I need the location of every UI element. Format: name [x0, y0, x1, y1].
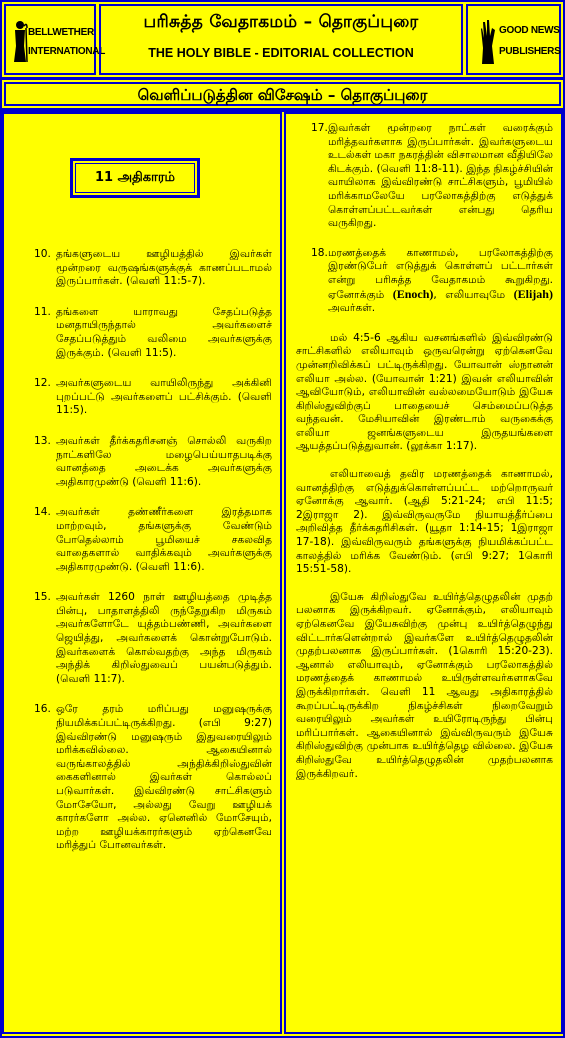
subheader: [0, 78, 565, 110]
verse-item: [28, 703, 272, 853]
verse-number: 13.: [34, 434, 51, 447]
right-column: [284, 112, 563, 1034]
verse-text: தங்களுடைய ஊழியத்தில் இவர்கள் மூன்றரை வருஷங்களுக்குக் காணப்படாமல் இருப்பார்கள். (வெளி 11:5-7).: [56, 248, 272, 288]
verse-number: 11.: [34, 305, 51, 318]
verse-item: [28, 306, 272, 360]
paragraph: இயேசு கிறிஸ்துவே உயிர்த்தெழுதலின் முதற் பலனாக இருக்கிறவர். ஏனோக்கும், எலியாவும் ஏற்கெனவே இயேசுவிற்கு முன்பு உயிர்த்தெழுந்து விட்டார்களென்றால் இவர்களே உயிர்த்தெழுதலின் முதற்பலனாக இருப்பார்கள். (1கொரி 15:20-23). ஆனால் எலியாவும், ஏனோக்கும் பரலோகத்தில் மரணத்தைக் காணாமல் உயிருள்ளவர்களாகவே இருக்கிறார்கள். வெளி 11 ஆவது அதிகாரத்தில் கூறப்பட்டிருக்கிற நிகழ்ச்சிகள் நிறைவேறும் வரையிலும் அவர்கள் உயிரோடிருந்து பின்பு மரிப்பார்கள். ஆகையினால் இவ்விருவரும் இயேசு கிறிஸ்துவிற்கு முன்பாக உயிர்த்தெழ வில்லை. இயேசு கிறிஸ்துவே உயிர்த்தெழுதலின் முதற்பலனாக இருக்கிறவர்.: [296, 590, 553, 780]
paragraph: மல் 4:5-6 ஆகிய வசனங்களில் இவ்விரண்டு சாட்சிகளில் எலியாவும் ஒருவரென்று ஏற்கெனவே முன்னறிவிக்கப் பட்டிருக்கிறது. யோவான் ஸ்நானன் எலியா அல்ல. (யோவான் 1:21) இவன் எலியாவின் ஆவியோடும், எலியாவின் வல்லமையோடும் இயேசு கிறிஸ்துவிற்குப் பாதையைச் செம்மைப்படுத்த வந்தவன். மேசியாவின் இரண்டாம் வருகைக்கு எலியா ஜனங்களுடைய இருதயங்களை ஆயத்தப்படுத்துவான். (லூக்கா 1:17).: [296, 331, 553, 453]
verse-text: அவர்கள் தண்ணீர்களை இரத்தமாக மாற்றவும், தங்களுக்கு வேண்டும் போதெல்லாம் பூமியைச் சகலவித வாதைகளால் வாதிக்கவும் அவர்களுக்கு அதிகாரமுண்டு. (வெளி 11:6).: [56, 506, 272, 573]
verse-text: ஒரே தரம் மரிப்பது மனுஷருக்கு நியமிக்கப்பட்டிருக்கிறது. (எபி 9:27) இவ்விரண்டு மனுஷரும் இதுவரையிலும் மரிக்கவில்லை. ஆகையினால் வருங்காலத்தில் அந்திக்கிறிஸ்துவின் கைகளினால் இவர்கள் கொல்லப் படுவார்கள். இவ்விரண்டு சாட்சிகளும் மோசேயோ, அல்லது வேறு ஊழியக் காரர்களோ அல்ல. ஏனெனில் மோசேயும், மற்ற ஊழியக்காரர்களும் ஏற்கெனவே மரித்துப் போனவர்கள்.: [56, 703, 272, 852]
subheader-title: வெளிப்படுத்தின விசேஷம் – தொகுப்புரை: [4, 82, 561, 106]
chapter-box: [70, 158, 200, 198]
header: [0, 0, 565, 79]
verse-text: [328, 247, 553, 316]
paragraph: எலியாவைத் தவிர மரணத்தைக் காணாமல், வானத்திற்கு எடுத்துக்கொள்ளப்பட்ட மற்றொருவர் ஏனோக்கு ஆவார். (ஆதி 5:21-24; எபி 11:5; 2இராஜா 2). இவ்விருவருமே நியாயத்தீர்ப்பை அறிவித்த தீர்க்கதரிசிகள். (யூதா 1:14-15; 1இராஜா 17-18). இவ்விருவரும் தங்களுக்கு நியமிக்கப்பட்ட காலத்தில் மரிக்க வேண்டும். (எபி 9:27; 1கொரி 15:51-58).: [296, 468, 553, 576]
verse-number: 17.: [311, 122, 328, 134]
verse-text: அவர்களுடைய வாயிலிருந்து அக்கினி புறப்பட்டு அவர்களைப் பட்சிக்கும். (வெளி 11:5).: [56, 377, 272, 417]
verse-number: 16.: [34, 703, 51, 716]
verse-text: அவர்கள் 1260 நாள் ஊழியத்தை முடித்த பின்பு, பாதாளத்திலி ருந்தேறுகிற மிருகம் அவர்களோடே யுத்தம்பண்ணி, அவர்களை ஜெயித்து, அவர்களைக் கொன்றுபோடும். இவர்களைக் கொல்வதற்கு அந்த மிருகம் அந்திக் கிறிஸ்துவைப் பயன்படுத்தும். (வெளி 11:7).: [56, 591, 272, 685]
logo-left-line1: BELLWETHER: [28, 27, 94, 38]
verse-text: அவர்கள் தீர்க்கதரிசனஞ் சொல்லி வருகிற நாட்களிலே மழைபெய்யாதபடிக்கு வானத்தை அடைக்க அவர்களுக்கு அதிகாரமுண்டு (வெளி 11:6).: [56, 434, 272, 488]
verse-text: இவர்கள் மூன்றரை நாட்கள் வரைக்கும் மரித்தவர்களாக இருப்பார்கள். இவர்களுடைய உடல்கள் மகா நகரத்தின் விசாலமான வீதியிலே கிடக்கும். (வெளி 11:8-11). இந்த நிகழ்ச்சியின் வாயிலாக இவ்விரண்டு சாட்சிகளும், பூமியில் மரிக்காமலேயே பரலோகத்திற்கு எடுத்துக் கொள்ளப்பட்டவர்கள் என்பது தெரிய வருகிறது.: [328, 122, 553, 230]
left-column: [2, 112, 282, 1034]
logo-right-line1: GOOD NEWS: [499, 25, 560, 36]
chapter-label: 11 அதிகாரம்: [75, 163, 195, 193]
verse-item: [28, 591, 272, 686]
hand-figure-icon: [478, 16, 498, 66]
good-news-logo: [466, 4, 561, 75]
shepherd-figure-icon: [12, 20, 28, 64]
verse-item: [28, 506, 272, 574]
verse-text-part: , எலியாவுமே: [433, 288, 514, 301]
verse-number: 14.: [34, 506, 51, 519]
verse-item: [28, 435, 272, 489]
verse-item: [296, 122, 553, 231]
good-news-logo-text: [499, 24, 560, 58]
verse-number: 15.: [34, 591, 51, 604]
verse-text: தங்களை யாராவது சேதப்படுத்த மனதாயிருந்தால் அவர்களைச் சேதப்படுத்தும் வலிமை அவர்களுக்கு இருக்கும். (வெளி 11:5).: [56, 305, 272, 359]
enoch-label: (Enoch): [392, 286, 434, 301]
verse-text-part: அவர்கள்.: [328, 302, 376, 315]
bellwether-logo: [4, 4, 106, 75]
bellwether-logo-text: [28, 26, 105, 58]
verse-item: [28, 377, 272, 418]
verse-text-part: மரணத்தைக் காணாமல், பரலோகத்திற்கு இரண்டுபேர் எடுத்துக் கொள்ளப் பட்டார்கள் என்று பரிசுத்த வேதாகமம் கூறுகிறது. ஏனோக்கும்: [328, 246, 553, 301]
english-title: THE HOLY BIBLE - EDITORIAL COLLECTION: [148, 46, 414, 60]
logo-left-line2: INTERNATIONAL: [28, 46, 106, 57]
elijah-label: (Elijah): [513, 286, 553, 301]
verse-number: 12.: [34, 377, 51, 390]
right-content: [296, 122, 553, 795]
left-verses: [28, 248, 272, 870]
verse-item: [296, 247, 553, 316]
tamil-title: பரிசுத்த வேதாகமம் – தொகுப்புரை: [143, 12, 419, 32]
verse-item: [28, 248, 272, 289]
logo-right-line2: PUBLISHERS: [499, 46, 561, 57]
header-title-box: [99, 4, 463, 75]
verse-number: 10.: [34, 248, 51, 260]
verse-number: 18.: [311, 246, 328, 259]
